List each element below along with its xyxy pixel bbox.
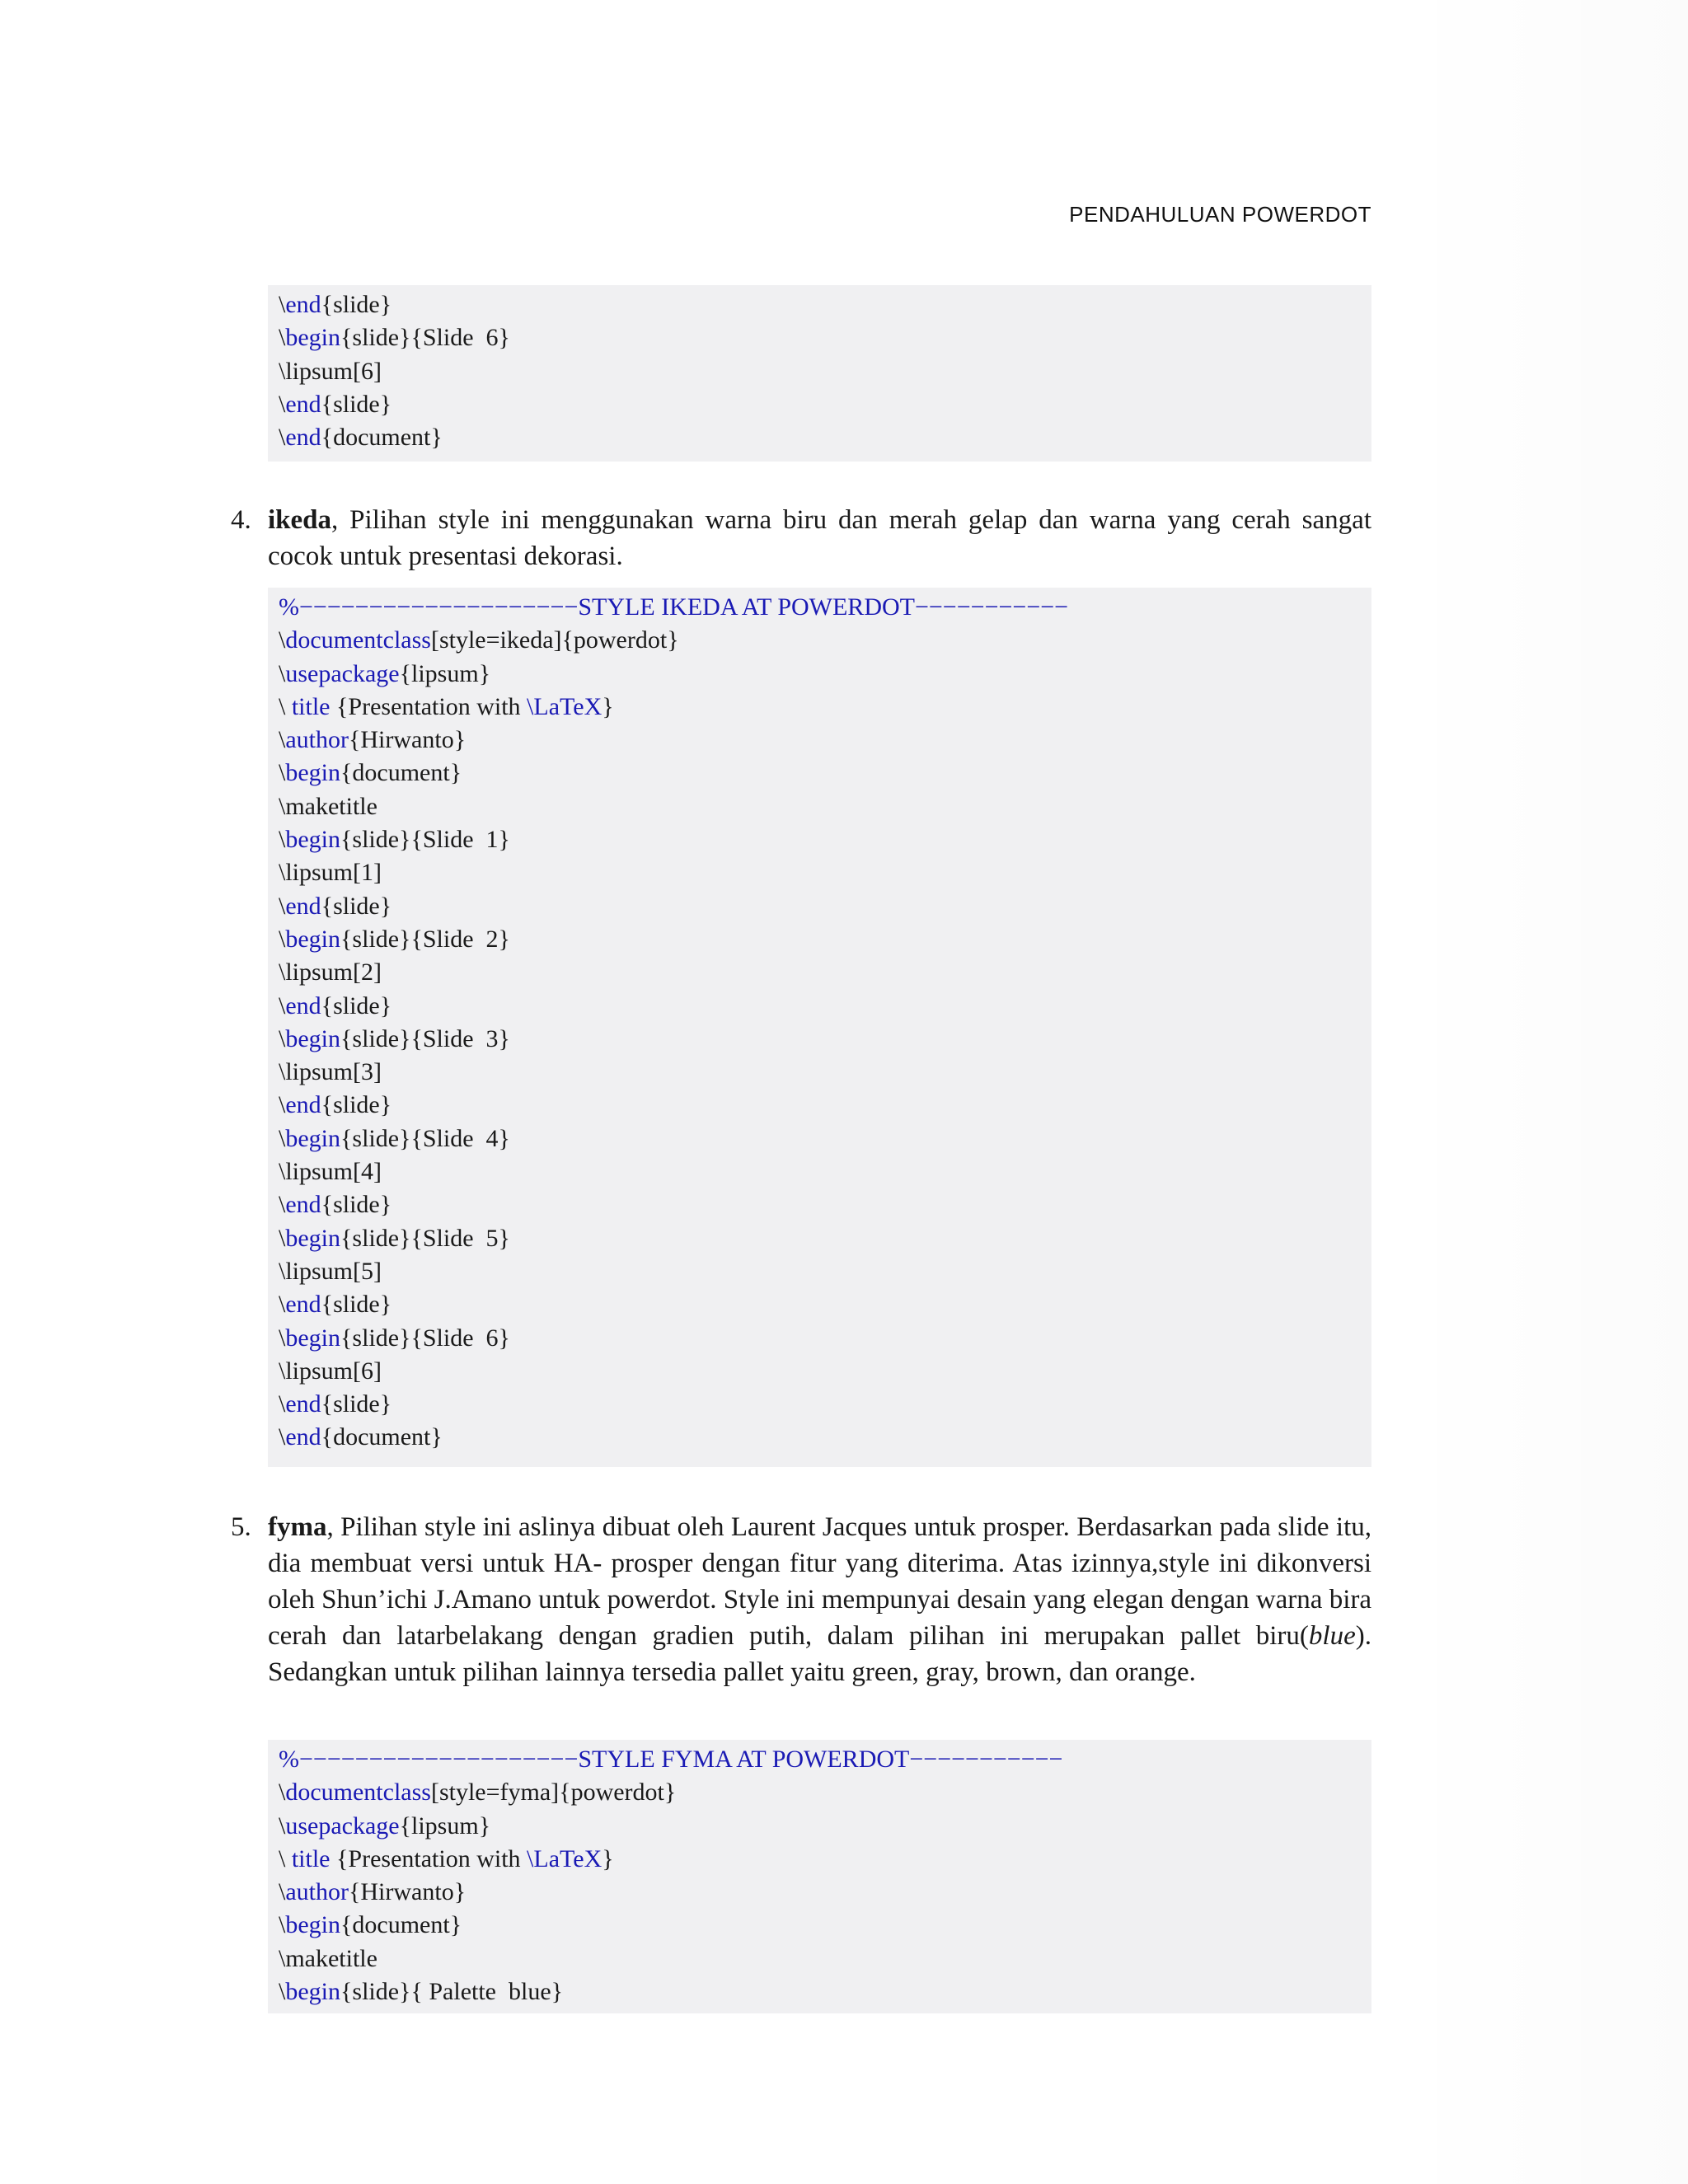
- code-text: \: [279, 1224, 286, 1252]
- code-text: \: [279, 1779, 286, 1807]
- code-text: \: [279, 659, 286, 687]
- code-keyword: %−−−−−−−−−−−−−−−−−−−−STYLE FYMA AT POWERDOT−−−−−−−−−−−: [279, 1746, 1063, 1773]
- code-keyword: author: [285, 726, 349, 754]
- code-line: [279, 421, 1372, 454]
- code-text: \: [279, 826, 286, 854]
- code-text: {Presentation with: [330, 1844, 528, 1872]
- code-line: [279, 1089, 1372, 1122]
- list-item-text: [268, 1509, 1372, 1690]
- running-header: PENDAHULUAN POWERDOT: [1069, 202, 1372, 227]
- code-text: \: [279, 1878, 286, 1906]
- code-text: {slide}{Slide 5}: [340, 1224, 510, 1252]
- code-text: \lipsum[6]: [279, 1357, 382, 1385]
- code-keyword: \LaTeX: [527, 1844, 603, 1872]
- code-text: {slide}{Slide 3}: [340, 1024, 510, 1052]
- list-item-number: 5.: [231, 1512, 251, 1542]
- code-line: [279, 1776, 1372, 1809]
- code-text: {document}: [340, 1911, 462, 1939]
- code-keyword: author: [285, 1878, 349, 1906]
- code-text: \: [279, 1024, 286, 1052]
- code-line: [279, 1355, 1372, 1388]
- style-name-ikeda: ikeda: [268, 505, 332, 535]
- code-line: [279, 1023, 1372, 1056]
- code-keyword: end: [285, 1423, 321, 1451]
- style-name-fyma: fyma: [268, 1512, 327, 1542]
- code-keyword: \LaTeX: [527, 692, 603, 720]
- code-text: \: [279, 692, 292, 720]
- code-text: [style=ikeda]{powerdot}: [430, 626, 679, 654]
- code-keyword: documentclass: [285, 626, 431, 654]
- code-text: {slide}: [321, 892, 392, 920]
- code-line: [279, 923, 1372, 956]
- code-text: }: [602, 1844, 614, 1872]
- code-text: \: [279, 1390, 286, 1418]
- code-text: \: [279, 390, 286, 418]
- code-line: [279, 890, 1372, 923]
- code-text: [style=fyma]{powerdot}: [430, 1779, 677, 1807]
- code-text: \: [279, 1978, 286, 2006]
- code-text: {slide}: [321, 1191, 392, 1219]
- code-text: {document}: [321, 1423, 443, 1451]
- list-item-ikeda: [231, 502, 1372, 574]
- code-keyword: end: [285, 1291, 321, 1319]
- code-line: [279, 1421, 1372, 1454]
- code-text: {slide}: [321, 390, 392, 418]
- code-keyword: begin: [285, 759, 340, 787]
- code-text: {lipsum}: [399, 1811, 491, 1840]
- code-line: [279, 1056, 1372, 1089]
- code-keyword: begin: [285, 1911, 340, 1939]
- code-text: {Presentation with: [330, 692, 528, 720]
- code-line: [279, 591, 1372, 624]
- code-line: [279, 1743, 1372, 1776]
- code-line: [279, 1843, 1372, 1876]
- code-block-style-fyma: [268, 1740, 1372, 2013]
- code-line: [279, 1388, 1372, 1421]
- code-line: [279, 355, 1372, 388]
- ikeda-description: , Pilihan style ini menggunakan warna biru dan merah gelap dan warna yang cerah sangat cocok untuk presentasi dekorasi.: [268, 505, 1372, 571]
- code-keyword: title: [291, 692, 331, 720]
- code-line: [279, 1810, 1372, 1843]
- code-text: {Hirwanto}: [348, 1878, 467, 1906]
- code-line: [279, 1322, 1372, 1355]
- code-line: [279, 1188, 1372, 1221]
- code-block-style-ikeda: [268, 588, 1372, 1467]
- code-text: \: [279, 1124, 286, 1152]
- code-keyword: end: [285, 291, 321, 318]
- code-line: [279, 1255, 1372, 1288]
- code-text: {slide}{Slide 4}: [340, 1124, 510, 1152]
- code-line: [279, 1288, 1372, 1321]
- code-block-end-of-previous-style: [268, 285, 1372, 462]
- code-line: [279, 388, 1372, 421]
- list-item-fyma: [231, 1509, 1372, 1690]
- code-keyword: begin: [285, 826, 340, 854]
- code-text: \: [279, 892, 286, 920]
- code-keyword: documentclass: [285, 1779, 431, 1807]
- code-keyword: title: [291, 1844, 331, 1872]
- code-keyword: end: [285, 390, 321, 418]
- code-keyword: end: [285, 1091, 321, 1119]
- code-text: \lipsum[5]: [279, 1257, 382, 1285]
- code-text: {slide}: [321, 991, 392, 1019]
- page-edge-shade: [1401, 0, 1688, 2184]
- code-keyword: begin: [285, 1224, 340, 1252]
- code-line: [279, 1122, 1372, 1155]
- fyma-description: , Pilihan style ini aslinya dibuat oleh Laurent Jacques untuk prosper. Berdasarkan pada slide itu, dia membuat versi untuk HA- prosper dengan fitur yang diterima. Atas izinnya,style ini dikonversi oleh Shun’ichi J.Amano untuk powerdot. Style ini mempunyai desain yang elegan dengan warna bira cerah dan latarbelakang dengan gradien putih, dalam pilihan ini merupakan pallet biru(: [268, 1512, 1372, 1651]
- code-text: \: [279, 626, 286, 654]
- code-text: \: [279, 1423, 286, 1451]
- code-text: \: [279, 424, 286, 452]
- code-keyword: end: [285, 991, 321, 1019]
- code-line: [279, 288, 1372, 321]
- code-text: \: [279, 1844, 292, 1872]
- code-line: [279, 856, 1372, 889]
- code-line: [279, 1943, 1372, 1975]
- code-line: [279, 956, 1372, 989]
- code-keyword: usepackage: [285, 1811, 400, 1840]
- code-text: \: [279, 1324, 286, 1352]
- code-text: {slide}{Slide 1}: [340, 826, 510, 854]
- code-text: \: [279, 1291, 286, 1319]
- code-line: [279, 790, 1372, 823]
- list-item-number: 4.: [231, 505, 251, 535]
- code-keyword: begin: [285, 324, 340, 352]
- code-keyword: begin: [285, 1324, 340, 1352]
- code-line: [279, 990, 1372, 1023]
- code-keyword: %−−−−−−−−−−−−−−−−−−−−STYLE IKEDA AT POWERDOT−−−−−−−−−−−: [279, 593, 1069, 621]
- code-keyword: end: [285, 1390, 321, 1418]
- code-text: \: [279, 324, 286, 352]
- code-text: {document}: [321, 424, 443, 452]
- code-line: [279, 691, 1372, 724]
- list-item-text: [268, 502, 1372, 574]
- code-keyword: begin: [285, 1978, 340, 2006]
- code-text: {slide}{Slide 6}: [340, 324, 510, 352]
- code-text: \: [279, 1091, 286, 1119]
- code-keyword: end: [285, 892, 321, 920]
- code-text: \lipsum[6]: [279, 357, 382, 385]
- code-text: \maketitle: [279, 1944, 377, 1972]
- code-text: \: [279, 925, 286, 953]
- code-text: }: [602, 692, 614, 720]
- code-text: \: [279, 726, 286, 754]
- code-text: \maketitle: [279, 792, 377, 820]
- code-text: \: [279, 1911, 286, 1939]
- code-line: [279, 1876, 1372, 1909]
- code-text: \lipsum[2]: [279, 958, 382, 987]
- code-keyword: usepackage: [285, 659, 400, 687]
- code-text: \lipsum[4]: [279, 1158, 382, 1186]
- code-text: {slide}: [321, 1091, 392, 1119]
- code-line: [279, 321, 1372, 354]
- code-text: {slide}: [321, 1291, 392, 1319]
- code-text: {slide}: [321, 1390, 392, 1418]
- code-text: {slide}: [321, 291, 392, 318]
- code-keyword: end: [285, 424, 321, 452]
- code-text: \: [279, 991, 286, 1019]
- code-line: [279, 724, 1372, 757]
- code-text: \: [279, 1191, 286, 1219]
- code-text: \lipsum[1]: [279, 859, 382, 887]
- code-text: {slide}{Slide 2}: [340, 925, 510, 953]
- code-line: [279, 1975, 1372, 2008]
- fyma-description-continued: ). Sedangkan untuk pilihan lainnya tersedia pallet yaitu green, gray, brown, dan orange.: [268, 1621, 1372, 1687]
- code-text: {document}: [340, 759, 462, 787]
- code-keyword: begin: [285, 925, 340, 953]
- code-line: [279, 624, 1372, 657]
- code-text: \: [279, 759, 286, 787]
- code-line: [279, 1909, 1372, 1942]
- code-text: \: [279, 291, 286, 318]
- code-line: [279, 823, 1372, 856]
- code-text: {lipsum}: [399, 659, 491, 687]
- code-text: {slide}{ Palette blue}: [340, 1978, 564, 2006]
- code-line: [279, 658, 1372, 691]
- code-line: [279, 757, 1372, 790]
- code-text: \lipsum[3]: [279, 1058, 382, 1086]
- code-line: [279, 1222, 1372, 1255]
- code-keyword: begin: [285, 1024, 340, 1052]
- code-line: [279, 1155, 1372, 1188]
- code-keyword: begin: [285, 1124, 340, 1152]
- code-text: {slide}{Slide 6}: [340, 1324, 510, 1352]
- code-text: \: [279, 1811, 286, 1840]
- code-text: {Hirwanto}: [348, 726, 467, 754]
- code-keyword: end: [285, 1191, 321, 1219]
- palette-name-blue: blue: [1308, 1621, 1356, 1651]
